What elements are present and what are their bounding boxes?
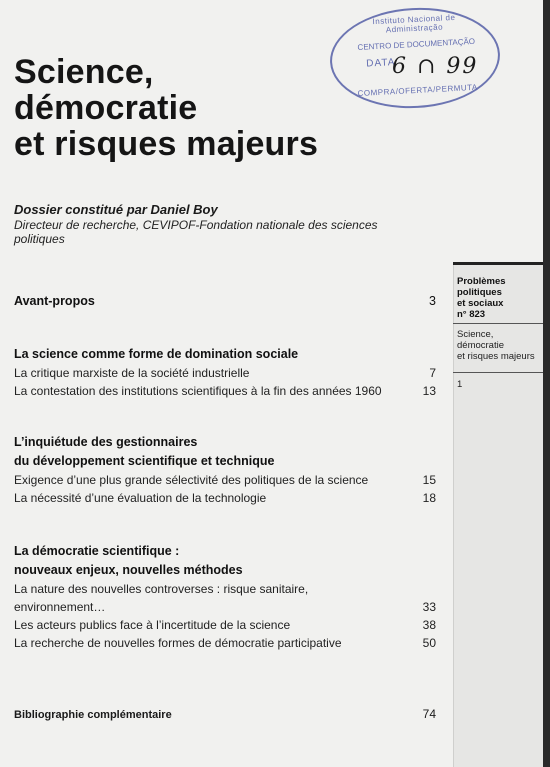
series-line-1: Problèmes xyxy=(457,276,506,287)
section-heading-line-1: La démocratie scientifique : xyxy=(14,544,180,558)
toc-entry xyxy=(14,364,436,382)
page-title xyxy=(14,54,318,162)
toc-entry xyxy=(14,705,436,724)
toc-section-1 xyxy=(14,345,436,400)
toc-entry-label: La contestation des institutions scientifiques à la fin des années 1960 xyxy=(14,384,382,398)
toc-entry-label: Les acteurs publics face à l’incertitude de la science xyxy=(14,618,291,632)
toc-entry xyxy=(14,292,436,311)
title-line-1: Science, xyxy=(14,53,154,91)
sidebar-divider xyxy=(453,323,543,324)
toc-entry xyxy=(14,471,436,489)
handwritten-date: 6 ∩ 99 xyxy=(392,54,479,79)
toc-entry-label: La recherche de nouvelles formes de démocratie participative xyxy=(14,636,342,650)
toc-entry-label: Avant-propos xyxy=(14,294,95,308)
sidebar-page-number: 1 xyxy=(457,379,463,390)
author-role: Directeur de recherche, CEVIPOF-Fondation nationale des sciences politiques xyxy=(14,218,378,246)
stamp-institution: Instituto Nacional de Administração xyxy=(372,12,456,35)
toc-section-2 xyxy=(14,433,436,507)
sidebar-series xyxy=(457,276,506,320)
stamp-date-label: DATA xyxy=(365,57,396,70)
stamp-bottom-label: COMPRA/OFERTA/PERMUTA xyxy=(357,82,478,99)
toc-page-number: 38 xyxy=(422,618,436,632)
sidebar-top-rule xyxy=(453,262,543,265)
toc-page-number: 74 xyxy=(422,707,436,721)
toc-entry xyxy=(14,616,436,634)
toc-entry xyxy=(14,382,436,400)
toc-page-number: 7 xyxy=(429,366,436,380)
toc-section-3 xyxy=(14,542,436,652)
series-line-3: et sociaux xyxy=(457,298,504,309)
section-heading-line-1: L’inquiétude des gestionnaires xyxy=(14,435,198,449)
toc-page-number: 3 xyxy=(429,294,436,308)
toc-entry-first-line: La nature des nouvelles controverses : risque sanitaire, xyxy=(14,582,309,596)
subject-line-3: et risques majeurs xyxy=(457,351,535,362)
toc-page-number: 15 xyxy=(422,473,436,487)
title-line-2: démocratie xyxy=(14,89,198,127)
toc-entry-label: La critique marxiste de la société industrielle xyxy=(14,366,250,380)
toc-entry xyxy=(14,598,436,616)
subject-line-2: démocratie xyxy=(457,340,504,351)
toc-entry-label: environnement… xyxy=(14,600,106,614)
toc-entry-label: Exigence d’une plus grande sélectivité des politiques de la science xyxy=(14,473,369,487)
toc-page-number: 50 xyxy=(422,636,436,650)
toc-entry xyxy=(14,634,436,652)
toc-bibliography xyxy=(14,705,436,724)
toc-entry-label: Bibliographie complémentaire xyxy=(14,709,172,721)
author-name: Dossier constitué par Daniel Boy xyxy=(14,202,218,217)
section-heading: La science comme forme de domination sociale xyxy=(14,347,299,361)
author-block xyxy=(14,202,414,246)
stamp-center-label: CENTRO DE DOCUMENTAÇÃO xyxy=(357,36,476,52)
page-edge xyxy=(543,0,550,767)
sidebar-subject xyxy=(457,329,535,362)
toc-page-number: 13 xyxy=(422,384,436,398)
title-line-3: et risques majeurs xyxy=(14,125,319,163)
sidebar-divider xyxy=(453,372,543,373)
subject-line-1: Science, xyxy=(457,329,494,340)
series-line-2: politiques xyxy=(457,287,502,298)
section-heading-line-2: nouveaux enjeux, nouvelles méthodes xyxy=(14,563,243,577)
toc-entry-label: La nécessité d’une évaluation de la technologie xyxy=(14,491,267,505)
toc-page-number: 33 xyxy=(422,600,436,614)
toc-avant-propos xyxy=(14,292,436,311)
toc-entry xyxy=(14,489,436,507)
section-heading-line-2: du développement scientifique et technique xyxy=(14,454,275,468)
series-number: n° 823 xyxy=(457,309,486,320)
toc-page-number: 18 xyxy=(422,491,436,505)
